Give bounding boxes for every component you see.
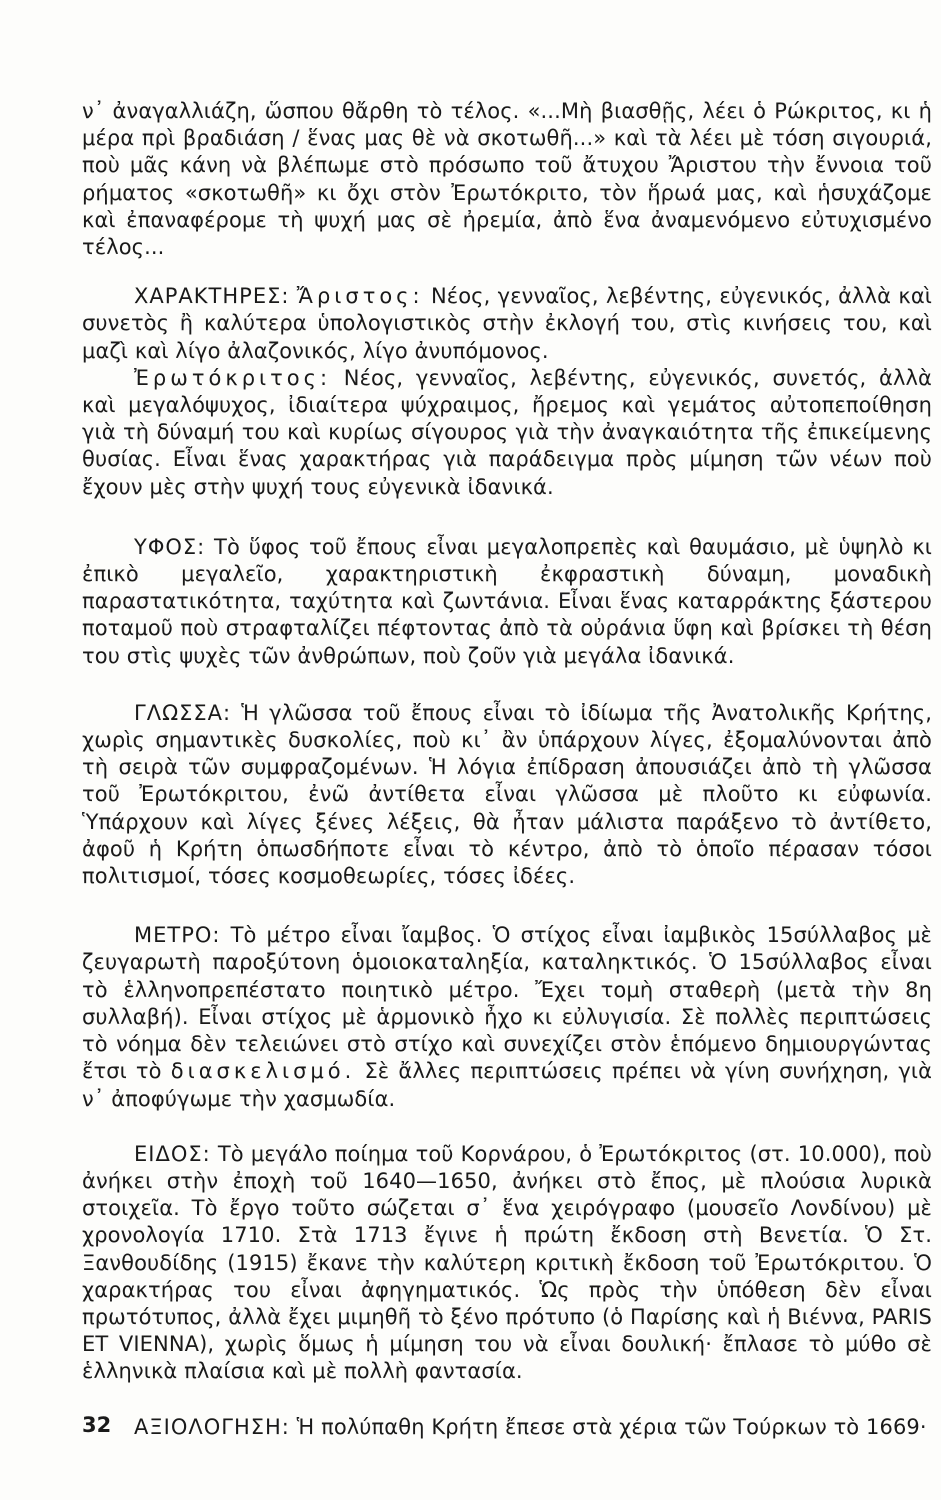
characters-erotokritos-paragraph	[82, 365, 932, 501]
meter-spaced-term: διασκελισμό.	[170, 1059, 356, 1084]
erotokritos-name: Ἐρωτόκριτος:	[134, 365, 332, 390]
style-heading: ΥΦΟΣ:	[134, 534, 206, 559]
characters-aristos-paragraph	[82, 283, 932, 365]
page-text	[82, 98, 932, 1441]
erotokritos-description: Νέος, γενναῖος, λεβέντης, εὐγενικός, συνετός, ἀλλὰ καὶ μεγαλόψυχος, ἰδιαίτερα ψύχραιμος, ἤρεμος καὶ γεμάτος αὐτοπεποίθηση γιὰ τὴ δύναμή του καὶ κυρίως σίγουρος γιὰ τὴν ἀναγκαιότητα τῆς ἐπικείμενης θυσίας. Εἶναι ἕνας χαρακτήρας γιὰ παράδειγμα πρὸς μίμηση τῶν νέων ποὺ ἔχουν μὲς στὴν ψυχή τους εὐγενικὰ ἰδανικά.	[82, 365, 932, 499]
meter-paragraph	[82, 922, 932, 1112]
meter-heading: ΜΕΤΡΟ:	[134, 923, 221, 948]
language-heading: ΓΛΩΣΣΑ:	[134, 700, 232, 725]
meter-text-after: Σὲ ἄλλες περιπτώσεις πρέπει νὰ γίνη συνήχηση, γιὰ ν᾽ ἀποφύγωμε τὴν χασμωδία.	[82, 1059, 933, 1111]
style-paragraph	[82, 534, 932, 670]
characters-heading: ΧΑΡΑΚΤΗΡΕΣ:	[134, 284, 290, 309]
language-text: Ἡ γλῶσσα τοῦ ἔπους εἶναι τὸ ἰδίωμα τῆς Ἀνατολικῆς Κρήτης, χωρὶς σημαντικὲς δυσκολίες, ποὺ κι᾽ ἂν ὑπάρχουν λίγες, ἐξομαλύνονται ἀπὸ τὴ σειρὰ τῶν συμφραζομένων. Ἡ λόγια ἐπίδραση ἀπουσιάζει ἀπὸ τὴ γλῶσσα τοῦ Ἐρωτόκριτου, ἐνῶ ἀντίθετα εἶναι γλῶσσα μὲ πλοῦτο κι εὐφωνία. Ὑπάρχουν καὶ λίγες ξένες λέξεις, θὰ ἦταν μάλιστα παράξενο τὸ ἀντίθετο, ἀφοῦ ἡ Κρήτη ὁπωσδήποτε εἶναι τὸ κέντρο, ἀπὸ τὸ ὁποῖο πέρασαν τόσοι πολιτισμοί, τόσες κοσμοθεωρίες, τόσες ἰδέες.	[82, 700, 933, 889]
meter-text-before: Τὸ μέτρο εἶναι ἴαμβος. Ὁ στίχος εἶναι ἰαμβικὸς 15σύλλαβος μὲ ζευγαρωτὴ παροξύτονη ὁμοιοκαταληξία, καταληκτικός. Ὁ 15σύλλαβος εἶναι τὸ ἑλληνοπρεπέστατο ποιητικὸ μέτρο. Ἔχει τομὴ σταθερὴ (μετὰ τὴν 8η συλλαβή). Εἶναι στίχος μὲ ἁρμονικὸ ἦχο κι εὐλυγισία. Σὲ πολλὲς περιπτώσεις τὸ νόημα δὲν τελειώνει στὸ στίχο καὶ συνεχίζει στὸν ἑπόμενο δημιουργώντας ἔτσι τὸ	[82, 923, 933, 1084]
evaluation-paragraph	[82, 1414, 932, 1441]
evaluation-text: Ἡ πολύπαθη Κρήτη ἔπεσε στὰ χέρια τῶν Τούρκων τὸ 1669·	[296, 1414, 927, 1439]
evaluation-heading: ΑΞΙΟΛΟΓΗΣΗ:	[134, 1414, 290, 1439]
genre-text: Τὸ μεγάλο ποίημα τοῦ Κορνάρου, ὁ Ἐρωτόκριτος (στ. 10.000), ποὺ ἀνήκει στὴν ἐποχὴ τοῦ 1640—1650, ἀνήκει στὸ ἔπος, μὲ πλούσια λυρικὰ στοιχεῖα. Τὸ ἔργο τοῦτο σώζεται σ᾽ ἕνα χειρόγραφο (μουσεῖο Λονδίνου) μὲ χρονολογία 1710. Στὰ 1713 ἔγινε ἡ πρώτη ἔκδοση στὴ Βενετία. Ὁ Στ. Ξανθουδίδης (1915) ἔκανε τὴν καλύτερη κριτικὴ ἔκδοση τοῦ Ἐρωτόκριτου. Ὁ χαρακτήρας του εἶναι ἀφηγηματικός. Ὡς πρὸς τὴν ὑπόθεση δὲν εἶναι πρωτότυπος, ἀλλὰ ἔχει μιμηθῆ τὸ ξένο πρότυπο (ὁ Παρίσης καὶ ἡ Βιέννα, PARIS ET VIENNA), χωρὶς ὅμως ἡ μίμηση του νὰ εἶναι δουλική· ἔπλασε τὸ μύθο σὲ ἑλληνικὰ πλαίσια καὶ μὲ πολλὴ φαντασία.	[82, 1141, 932, 1384]
intro-paragraph: ν᾽ ἀναγαλλιάζη, ὥσπου θἄρθη τὸ τέλος. «...Μὴ βιασθῇς, λέει ὁ Ρώκριτος, κι ἡ μέρα πρὶ βραδιάση / ἕνας μας θὲ νὰ σκοτωθῆ...» καὶ τὰ λέει μὲ τόση σιγουριά, ποὺ μᾶς κάνη νὰ βλέπωμε στὸ πρόσωπο τοῦ ἄτυχου Ἄριστου τὴν ἔννοια τοῦ ρήματος «σκοτωθῆ» κι ὄχι στὸν Ἐρωτόκριτο, τὸν ἥρωά μας, καὶ ἡσυχάζομε καὶ ἐπαναφέρομε τὴ ψυχή μας σὲ ἠρεμία, ἀπὸ ἕνα ἀναμενόμενο εὐτυχισμένο τέλος...	[82, 99, 932, 260]
style-text: Τὸ ὕφος τοῦ ἔπους εἶναι μεγαλοπρεπὲς καὶ θαυμάσιο, μὲ ὑψηλὸ κι ἐπικὸ μεγαλεῖο, χαρακτηριστικὴ ἐκφραστικὴ δύναμη, μοναδικὴ παραστατικότητα, ταχύτητα καὶ ζωντάνια. Εἶναι ἕνας καταρράκτης ξάστερου ποταμοῦ ποὺ στραφταλίζει πέφτοντας ἀπὸ τὰ οὐράνια ὕφη καὶ βρίσκει τὴ θέση του στὶς ψυχὲς τῶν ἀνθρώπων, ποὺ ζοῦν γιὰ μεγάλα ἰδανικά.	[82, 534, 932, 668]
genre-heading: ΕΙΔΟΣ:	[134, 1141, 211, 1166]
page-number: 32	[82, 1413, 112, 1437]
language-paragraph	[82, 700, 932, 890]
aristos-name: Ἄριστος:	[296, 284, 424, 309]
genre-paragraph	[82, 1141, 932, 1386]
aristos-description: Νέος, γενναῖος, λεβέντης, εὐγενικός, ἀλλὰ καὶ συνετὸς ἢ καλύτερα ὑπολογιστικὸς στὴν ἐκλογή του, στὶς κινήσεις του, καὶ μαζὶ καὶ λίγο ἀλαζονικός, λίγο ἀνυπόμονος.	[82, 284, 932, 363]
